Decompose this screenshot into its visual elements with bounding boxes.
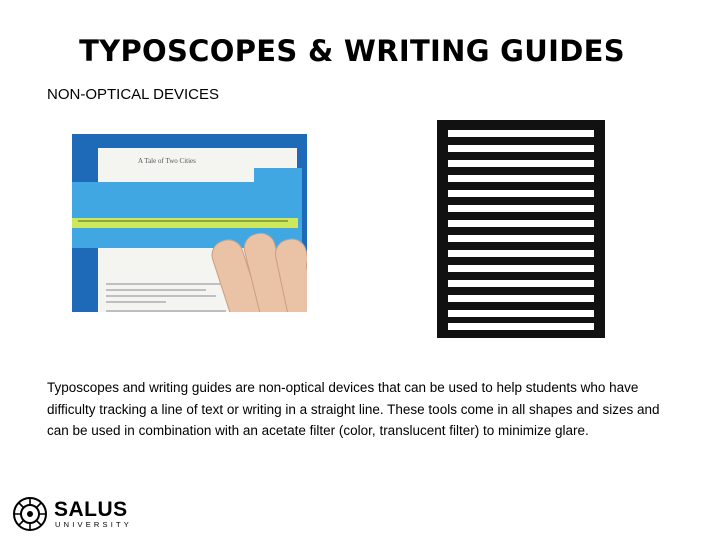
salus-logo-icon	[12, 496, 48, 532]
guide-slot	[448, 205, 594, 212]
guide-slot	[448, 145, 594, 152]
typoscope-tab	[254, 168, 302, 184]
body-paragraph: Typoscopes and writing guides are non-optical devices that can be used to help students who have difficulty tracking a line of text or writing in a straight line. These tools come in all shapes and sizes and can be used in combination with an acetate filter (color, translucent filter) to minimize glare.	[47, 380, 660, 438]
guide-slot	[448, 280, 594, 287]
hand	[218, 232, 307, 312]
slide-title: TYPOSCOPES & WRITING GUIDES	[79, 34, 625, 68]
logo-subtitle: UNIVERSITY	[55, 520, 133, 529]
text-line	[106, 310, 226, 312]
text-line	[106, 295, 216, 297]
guide-slot	[448, 130, 594, 137]
logo-name: SALUS	[54, 498, 128, 521]
guide-slot	[448, 295, 594, 302]
guide-slot	[448, 175, 594, 182]
guide-slot	[448, 235, 594, 242]
text-line	[106, 301, 166, 303]
text-line	[106, 289, 206, 291]
writing-guide	[437, 120, 605, 338]
guide-slot	[448, 265, 594, 272]
guide-slot	[448, 220, 594, 227]
slot-text-line	[78, 220, 288, 222]
slide-subtitle: NON-OPTICAL DEVICES	[47, 86, 219, 103]
book-title: A Tale of Two Cities	[138, 157, 196, 165]
typoscope-photo	[72, 134, 307, 312]
text-line	[106, 283, 226, 285]
guide-slot	[448, 250, 594, 257]
guide-slot	[448, 310, 594, 317]
guide-slot	[448, 190, 594, 197]
guide-slot	[448, 160, 594, 167]
guide-slot	[448, 323, 594, 330]
